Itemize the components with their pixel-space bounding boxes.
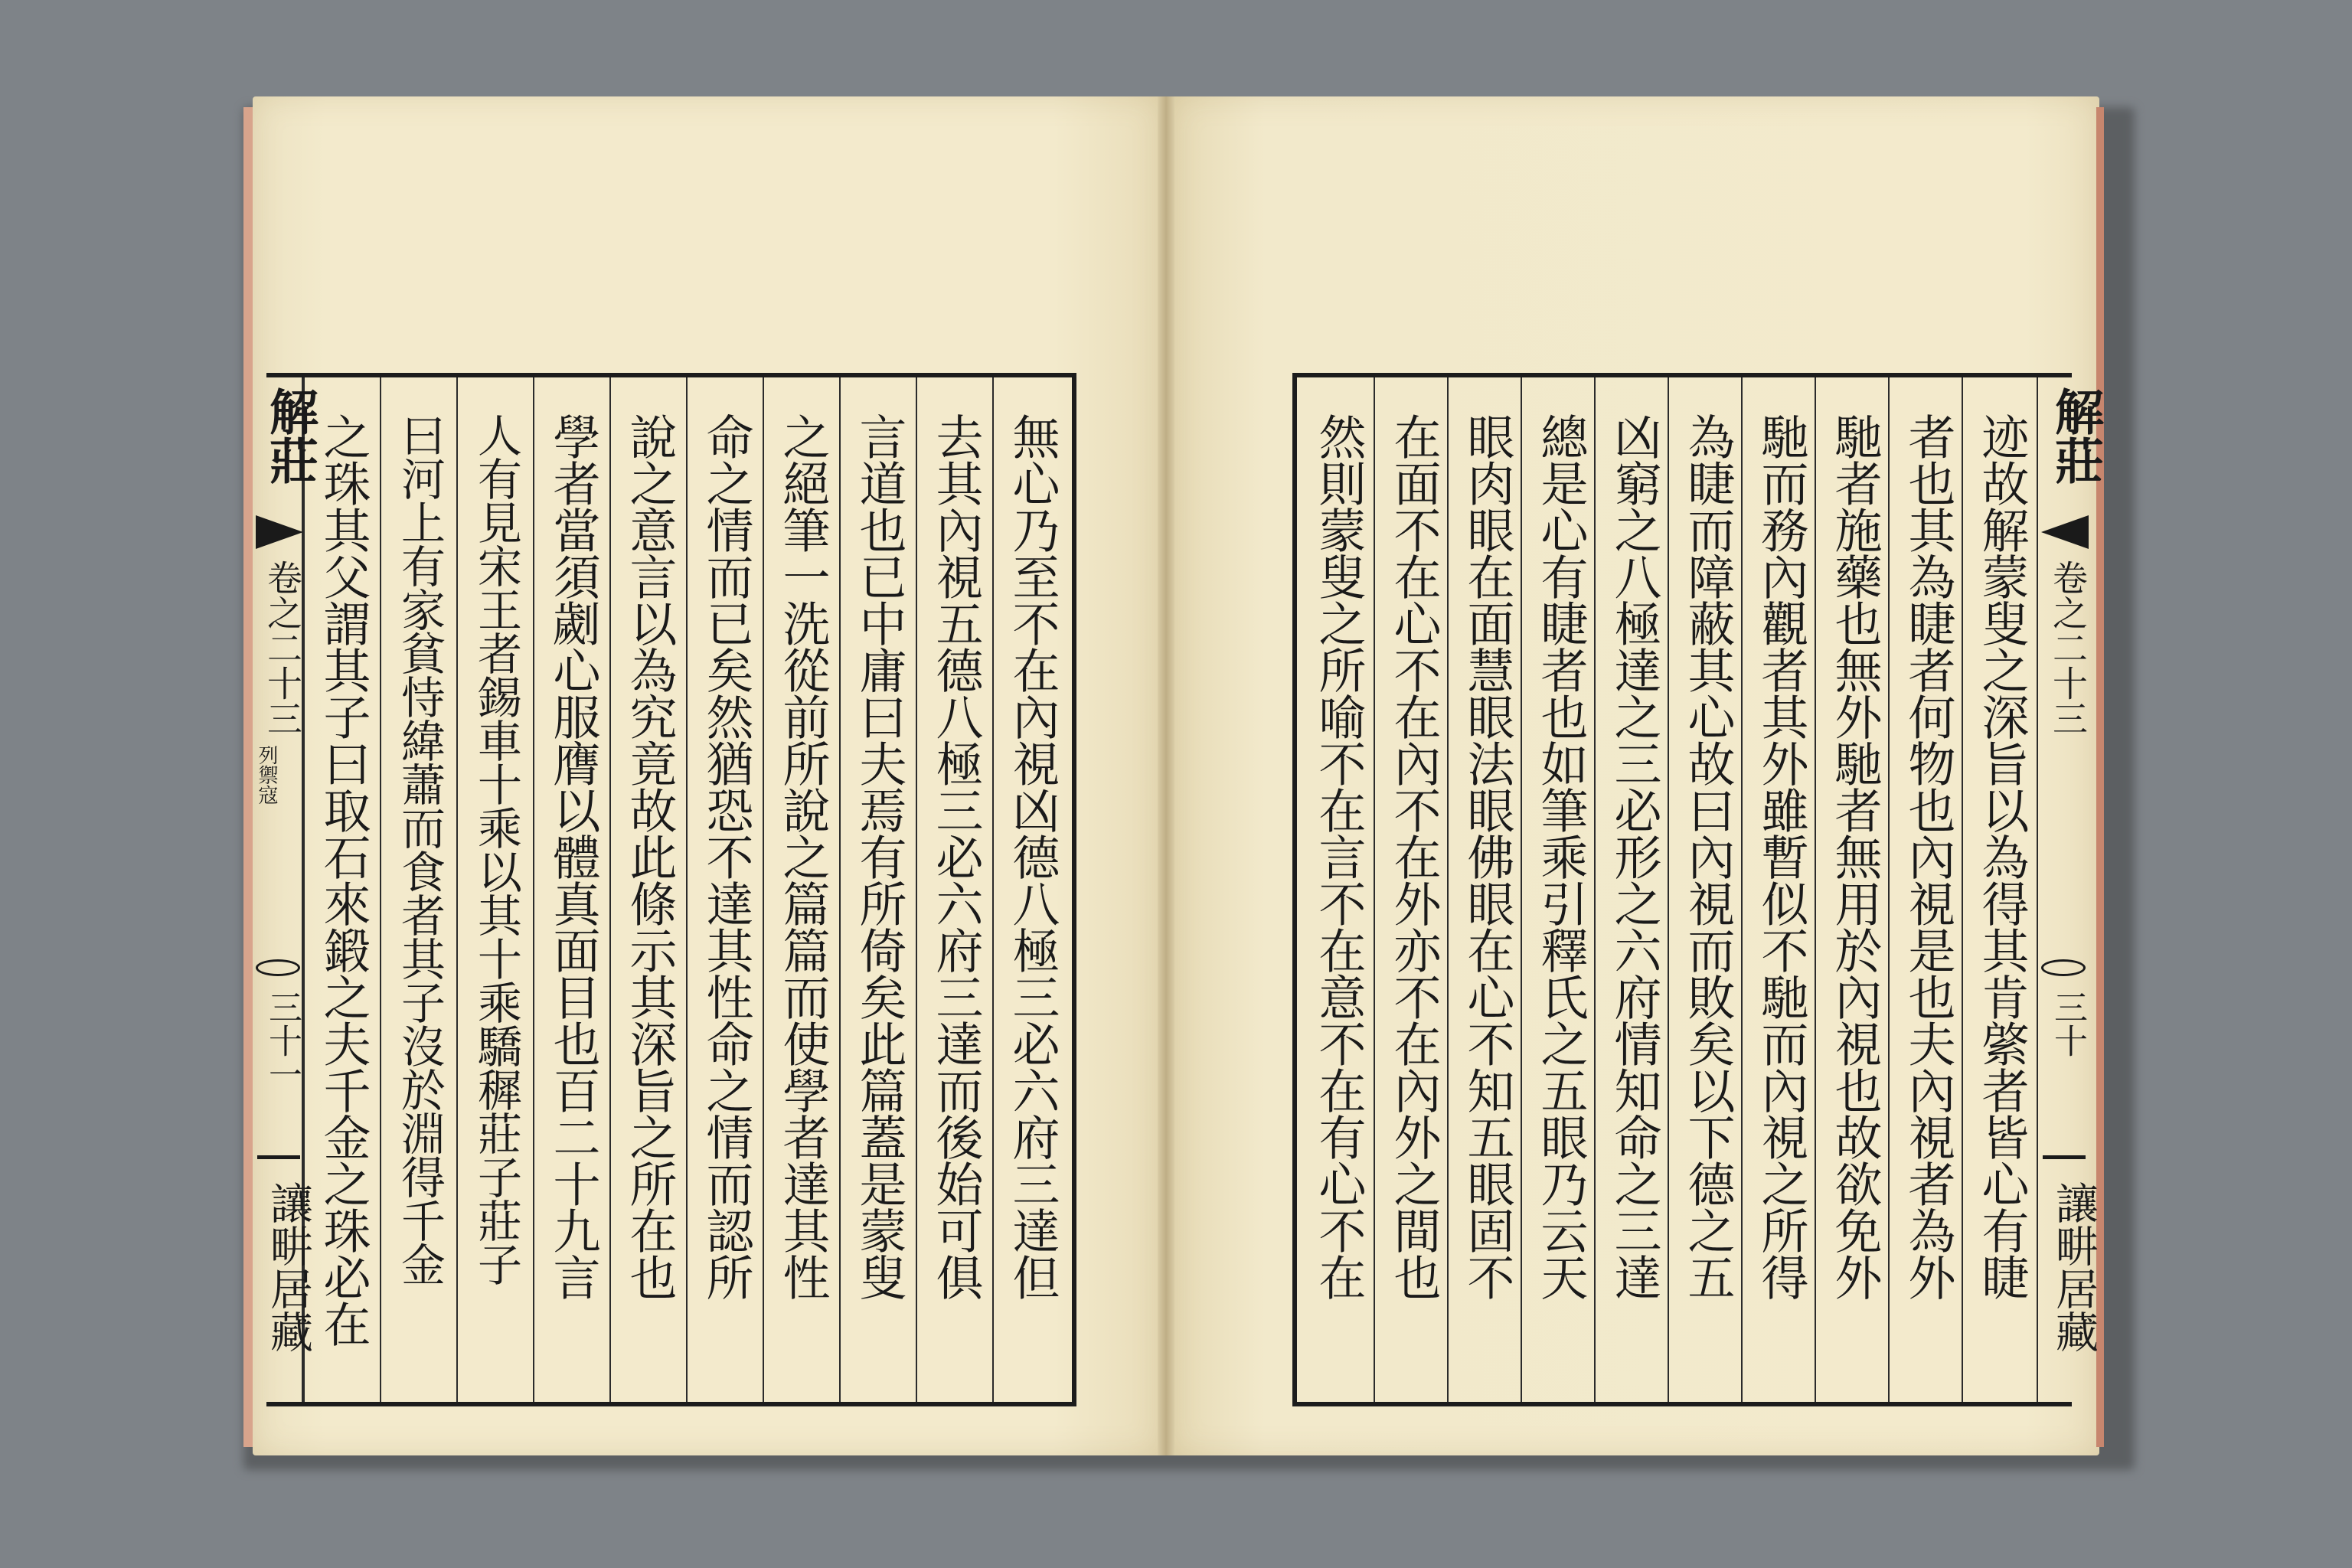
- text-column: [1374, 377, 1452, 1402]
- column-text: 馳者施藥也無外馳者無用於內視也故欲免外: [1827, 413, 1883, 1300]
- page-number: 三十一: [263, 990, 302, 1091]
- book-title: 解莊: [2047, 387, 2104, 485]
- volume-label: 卷之二十三: [262, 560, 303, 736]
- text-column: [1741, 377, 1819, 1402]
- column-text: 總是心有睫者也如筆乘引釋氏之五眼乃云天: [1533, 413, 1589, 1300]
- text-column: [533, 377, 611, 1402]
- left-text-frame: [255, 373, 1076, 1406]
- text-column: [916, 377, 994, 1402]
- column-text: 言道也已中庸曰夫焉有所倚矣此篇蓋是蒙叟: [851, 413, 907, 1300]
- ring-mark-icon: [2041, 959, 2086, 976]
- text-column: [839, 377, 917, 1402]
- volume-label: 卷之二十三: [2047, 560, 2089, 736]
- ring-mark-icon: [256, 959, 300, 976]
- text-column: [1594, 377, 1672, 1402]
- text-column: [1962, 377, 2040, 1402]
- page-number: 三十: [2048, 990, 2087, 1057]
- column-text: 之珠其父謂其子曰取石來鍛之夫千金之珠必在: [315, 413, 371, 1347]
- text-column: [1888, 377, 1966, 1402]
- text-column: [1447, 377, 1525, 1402]
- text-column: [1815, 377, 1893, 1402]
- column-text: 迹故解蒙叟之深旨以為得其肯綮者皆心有睫: [1974, 413, 2030, 1300]
- column-text: 在面不在心不在內不在外亦不在內外之間也: [1386, 413, 1442, 1300]
- right-text-frame: [1292, 373, 2104, 1406]
- publisher-mark: 讓畊居藏: [2049, 1181, 2099, 1353]
- column-text: 人有見宋王者錫車十乘以其十乘驕穉莊子莊子: [470, 413, 522, 1285]
- column-text: 說之意言以為究竟故此條示其深旨之所在也: [622, 413, 678, 1300]
- text-column: [1300, 377, 1377, 1402]
- divider-bar: [2043, 1155, 2086, 1159]
- column-text: 然則蒙叟之所喻不在言不在意不在有心不在: [1311, 413, 1367, 1300]
- text-column: [609, 377, 688, 1402]
- book-spine: [1158, 96, 1174, 1455]
- column-text: 命之情而已矣然猶恐不達其性命之情而認所: [698, 413, 754, 1300]
- column-text: 馳而務內觀者其外雖暫似不馳而內視之所得: [1753, 413, 1809, 1300]
- column-text: 去其內視五德八極三必六府三達而後始可俱: [928, 413, 984, 1300]
- publisher-mark: 讓畊居藏: [263, 1181, 313, 1353]
- section-label: 列禦寇: [255, 745, 278, 805]
- column-text: 曰河上有家貧恃緯蕭而食者其子沒於淵得千金: [394, 413, 446, 1285]
- text-column: [1521, 377, 1599, 1402]
- text-column: [380, 377, 458, 1402]
- fold-margin: [253, 377, 318, 1402]
- column-text: 者也其為睫者何物也內視是也夫內視者為外: [1900, 413, 1956, 1300]
- divider-bar: [257, 1155, 300, 1159]
- fold-margin: [2037, 377, 2104, 1402]
- text-column: [763, 377, 841, 1402]
- text-column: [686, 377, 764, 1402]
- fish-tail-mark-icon: [2041, 515, 2089, 549]
- column-text: 眼肉眼在面慧眼法眼佛眼在心不知五眼固不: [1459, 413, 1515, 1300]
- text-column: [992, 377, 1070, 1402]
- column-text: 學者當須劌心服膺以體真面目也百二十九言: [545, 413, 601, 1300]
- column-text: 為睫而障蔽其心故曰內視而敗矣以下德之五: [1680, 413, 1736, 1300]
- text-column: [1668, 377, 1746, 1402]
- column-text: 之絕筆一洗從前所說之篇篇而使學者達其性: [775, 413, 831, 1300]
- fish-tail-mark-icon: [256, 515, 303, 549]
- column-text: 凶窮之八極達之三必形之六府情知命之三達: [1606, 413, 1662, 1300]
- book-title: 解莊: [261, 387, 318, 485]
- column-text: 無心乃至不在內視凶德八極三必六府三達但: [1004, 413, 1060, 1300]
- text-column: [456, 377, 534, 1402]
